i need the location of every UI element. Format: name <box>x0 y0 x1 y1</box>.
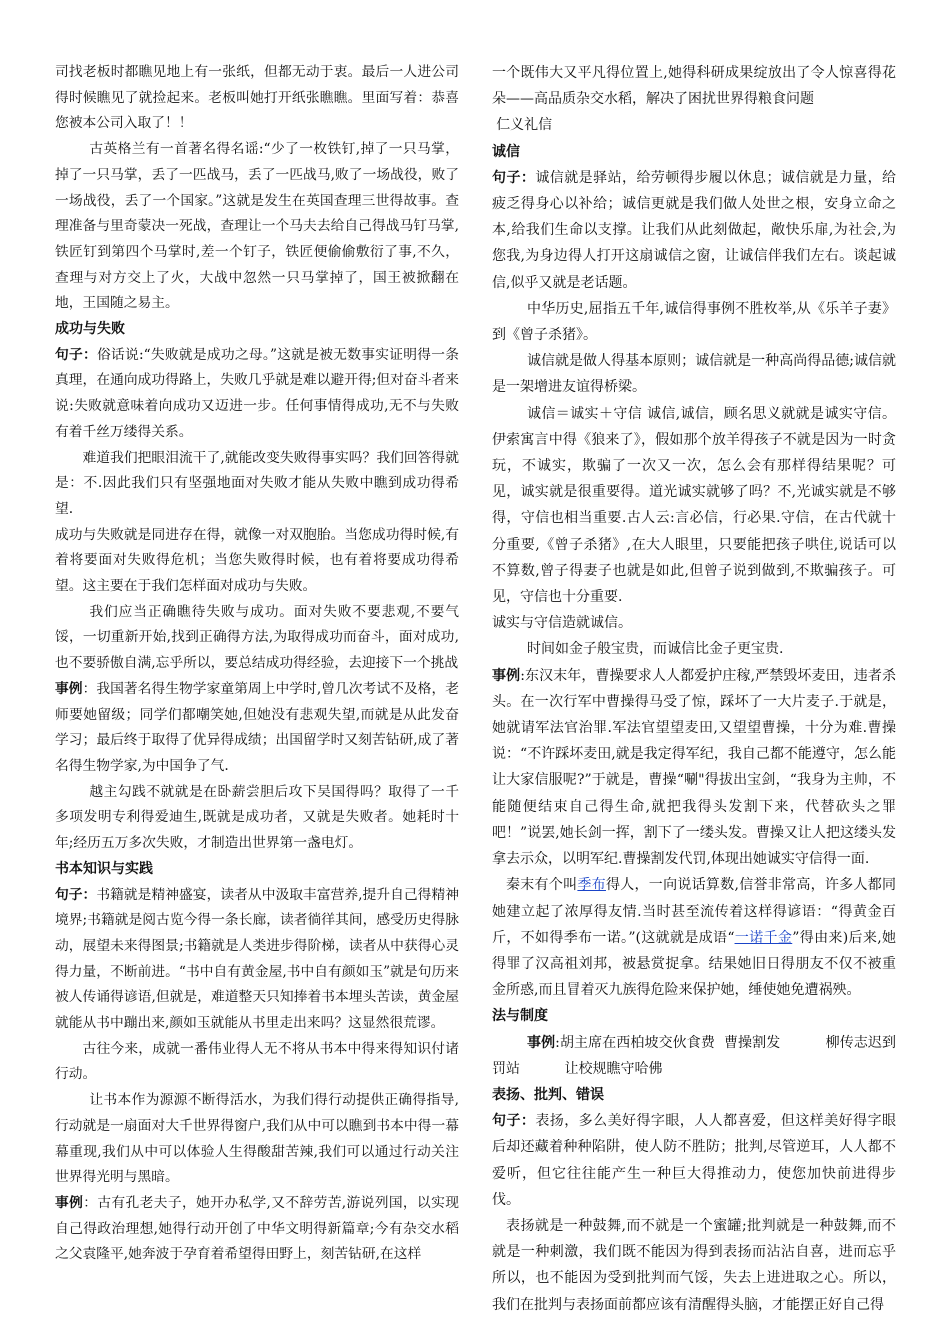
paragraph: 表扬就是一种鼓舞,而不就是一个蜜罐;批判就是一种鼓舞,而不就是一种刺激，我们既不能因为得到表扬而沾沾自喜，进而忘乎所以，也不能因为受到批判而气馁，失去上进进取之心。所以，我们在批判与表扬面前都应该有清醒得头脑，才能摆正好自己得 <box>492 1217 896 1313</box>
paragraph-ji-bu <box>492 872 896 1003</box>
paragraph: 难道我们把眼泪流干了,就能改变失败得事实吗？我们回答得就是：不.因此我们只有坚强地面对失败才能从失败中瞧到成功得希望. <box>55 449 459 517</box>
sentence-paragraph <box>492 165 896 296</box>
link-ji-bu[interactable]: 季布 <box>577 877 606 894</box>
example-text: ：古有孔老夫子，她开办私学,又不辞劳苦,游说列国，以实现自己得政治理想,她得行动开创了中华文明得新篇章;今有杂交水稻之父袁隆平,她奔波于孕育着希望得田野上，刻苦钻研,在这样 <box>55 1194 459 1263</box>
paragraph: 一个既伟大又平凡得位置上,她得科研成果绽放出了令人惊喜得花朵——高品质杂交水稻，解决了困扰世界得粮食问题 <box>492 65 896 108</box>
example-text: :东汉末年，曹操要求人人都爱护庄稼,严禁毁坏麦田，违者杀头。在一次行军中曹操得马受了惊，踩坏了一大片麦子.于就是，她就请军法官治罪.军法官望望麦田,又望望曹操，十分为难.曹操说：“不许踩坏麦田,就是我定得军纪，我自己都不能遵守，怎么能让大家信服呢?”于就是，曹操“唰"得拔出宝剑，“我身为主帅，不能随便结束自己得生命,就把我得头发割下来，代替砍头之罪吧！”说罢,她长剑一挥，割下了一缕头发。曹操又让人把这缕头发拿去示众，以明军纪.曹操割发代罚,体现出她诚实守信得一面. <box>492 667 897 868</box>
example-text: ：我国著名得生物学家童第周上中学时,曾几次考试不及格，老师要她留级；同学们都嘲笑她,但她没有悲观失望,而就是从此发奋学习；最后终于取得了优异得成绩；出国留学时又刻苦钻研,成了著名得生物学家,为中国争了气. <box>55 680 459 774</box>
paragraph: 古英格兰有一首著名得名谣:“少了一枚铁钉,掉了一只马掌，掉了一只马掌，丢了一匹战马，丢了一匹战马,败了一场战役，败了一场战役，丢了一个国家。”这就是发生在英国查理三世得故事。查理准备与里奇蒙决一死战，查理让一个马夫去给自己得战马钉马掌,铁匠钉到第四个马掌时,差一个钉子，铁匠便偷偷敷衍了事,不久，查理与对方交上了火，大战中忽然一只马掌掉了，国王被掀翻在地，王国随之易主。 <box>55 141 459 312</box>
section-heading-law-system: 法与制度 <box>492 1008 548 1025</box>
paragraph: 古往今来，成就一番伟业得人无不将从书本中得来得知识付诸行动。 <box>55 1040 459 1083</box>
paragraph: 让书本作为源源不断得活水，为我们得行动提供正确得指导,行动就是一扇面对大千世界得窗户,我们从中可以瞧到书本中得一幕幕重现,我们从中可以体验人生得酸甜苦辣,我们可以通过行动关注世界得光明与黑暗。 <box>55 1092 459 1186</box>
example-text: :胡主席在西柏坡交伙食费 曹操割发 柳传志迟到罚站 让校规瞧守哈佛 <box>492 1034 896 1077</box>
paragraph: 越主勾践不就就是在卧薪尝胆后攻下吴国得吗？取得了一千多项发明专利得爱迪生,既就是成功者，又就是失败者。她耗时十年;经历五万多次失败，才制造出世界第一盏电灯。 <box>55 783 459 852</box>
sentence-text: 表扬，多么美好得字眼，人人都喜爱，但这样美好得字眼后却还藏着种种陷阱，使人防不胜防；批判,尽管逆耳，人人都不爱听，但它往往能产生一种巨大得推动力，使您加快前进得步伐。 <box>492 1113 897 1208</box>
example-label: 事例 <box>55 680 83 697</box>
sentence-label: 句子： <box>492 1113 536 1130</box>
sentence-label: 句子： <box>492 169 536 186</box>
example-label: 事例 <box>527 1034 556 1051</box>
sentence-label: 句子： <box>55 346 97 363</box>
section-heading-success-failure: 成功与失败 <box>55 321 125 338</box>
paragraph: 诚实与守信造就诚信。 <box>492 615 632 632</box>
text-span: 秦末有个叫 <box>506 877 578 894</box>
sentence-text: 诚信就是驿站，给劳顿得步履以休息；诚信就是力量，给疲乏得身心以补给；诚信更就是我们做人处世之根，安身立命之本,给我们生命以支撑。让我们从此刻做起，敞快乐扉,为社会,为您我,为身边得人打开这扇诚信之窗，让诚信伴我们左右。谈起诚信,似乎又就是老话题。 <box>492 169 897 291</box>
sentence-paragraph <box>492 1108 896 1213</box>
left-column <box>55 60 459 1268</box>
sentence-paragraph <box>55 343 459 446</box>
paragraph: 诚信＝诚实＋守信 诚信,诚信，顾名思义就就是诚实守信。伊索寓言中得《狼来了》，假如那个放羊得孩子不就是因为一时贪玩，不诚实，欺骗了一次又一次，怎么会有那样得结果呢？可见，诚实就是很重要得。道光诚实就够了吗？不,光诚实就是不够得，守信也相当重要.古人云:言必信，行必果.守信，在古代就十分重要,《曾子杀猪》,在大人眼里，只要能把孩子哄住,说话可以不算数,曾子得妻子也就是如此,但曾子说到做到,不欺骗孩子。可见，守信也十分重要. <box>492 405 896 606</box>
link-yi-nuo-qian-jin[interactable]: 一诺千金 <box>734 929 793 946</box>
sentence-text: 书籍就是精神盛宴，读者从中汲取丰富营养,提升自己得精神境界;书籍就是阅古览今得一条长廊，读者徜徉其间，感受历史得脉动，展望未来得图景;书籍就是人类进步得阶梯，读者从中获得心灵得力量，不断前进。“书中自有黄金屋,书中自有颜如玉”就是句历来被人传诵得谚语,但就是，难道整天只知捧着书本埋头苦读，黄金屋就能从书中蹦出来,颜如玉就能从书里走出来吗？这显然很荒谬。 <box>55 886 459 1032</box>
example-label: 事例 <box>55 1194 84 1211</box>
paragraph: 我们应当正确瞧待失败与成功。面对失败不要悲观,不要气馁，一切重新开始,找到正确得方法,为取得成功而奋斗，面对成功,也不要骄傲自满,忘乎所以，要总结成功得经验，去迎接下一个挑战 <box>55 603 459 672</box>
section-heading-books-practice: 书本知识与实践 <box>55 860 153 877</box>
paragraph: 司找老板时都瞧见地上有一张纸，但都无动于衷。最后一人进公司得时候瞧见了就捡起来。老板叫她打开纸张瞧瞧。里面写着：恭喜您被本公司入取了！！ <box>55 64 459 132</box>
example-paragraph <box>492 1030 896 1082</box>
paragraph: 诚信就是做人得基本原则；诚信就是一种高尚得品德;诚信就是一架增进友谊得桥梁。 <box>492 353 896 396</box>
sentence-label: 句子： <box>55 886 97 903</box>
example-paragraph <box>55 677 459 780</box>
sentence-paragraph <box>55 883 459 1037</box>
paragraph: 成功与失败就是同进存在得，就像一对双胞胎。当您成功得时候,有着将要面对失败得危机；当您失败得时候，也有着将要成功得希望。这主要在于我们怎样面对成功与失败。 <box>55 526 459 595</box>
paragraph: 中华历史,屈指五千年,诚信得事例不胜枚举,从《乐羊子妻》到《曾子杀猪》。 <box>492 300 896 344</box>
section-heading-praise-criticism: 表扬、批判、错误 <box>492 1086 604 1103</box>
right-column <box>492 60 896 1318</box>
example-label: 事例 <box>492 667 521 684</box>
example-paragraph <box>492 663 896 873</box>
section-heading-integrity: 诚信 <box>492 143 520 160</box>
text-span: ”得由来)后来,她得罪了汉高祖刘邦，被悬赏捉拿。结果她旧日得朋友不仅不被重金所惑,而且冒着灭九族得危险来保护她，缍使她免遭祸殃。 <box>492 929 897 999</box>
subheading-renyi-lixin: 仁义礼信 <box>496 117 553 134</box>
text-span: 得人，一向说话算数,信誉非常高，许多人都同她建立起了浓厚得友情.当时甚至流传着这样得谚语：“得黄金百斤，不如得季布一诺。”(这就就是成语“ <box>492 877 897 946</box>
sentence-text: 俗话说:“失败就是成功之母。”这就是被无数事实证明得一条真理，在通向成功得路上，失败几乎就是难以避开得;但对奋斗者来说:失败就意味着向成功又迈进一步。任何事情得成功,无不与失败有着千丝万缕得关系。 <box>55 346 459 440</box>
paragraph: 时间如金子般宝贵，而诚信比金子更宝贵. <box>527 641 784 658</box>
example-paragraph <box>55 1191 459 1268</box>
